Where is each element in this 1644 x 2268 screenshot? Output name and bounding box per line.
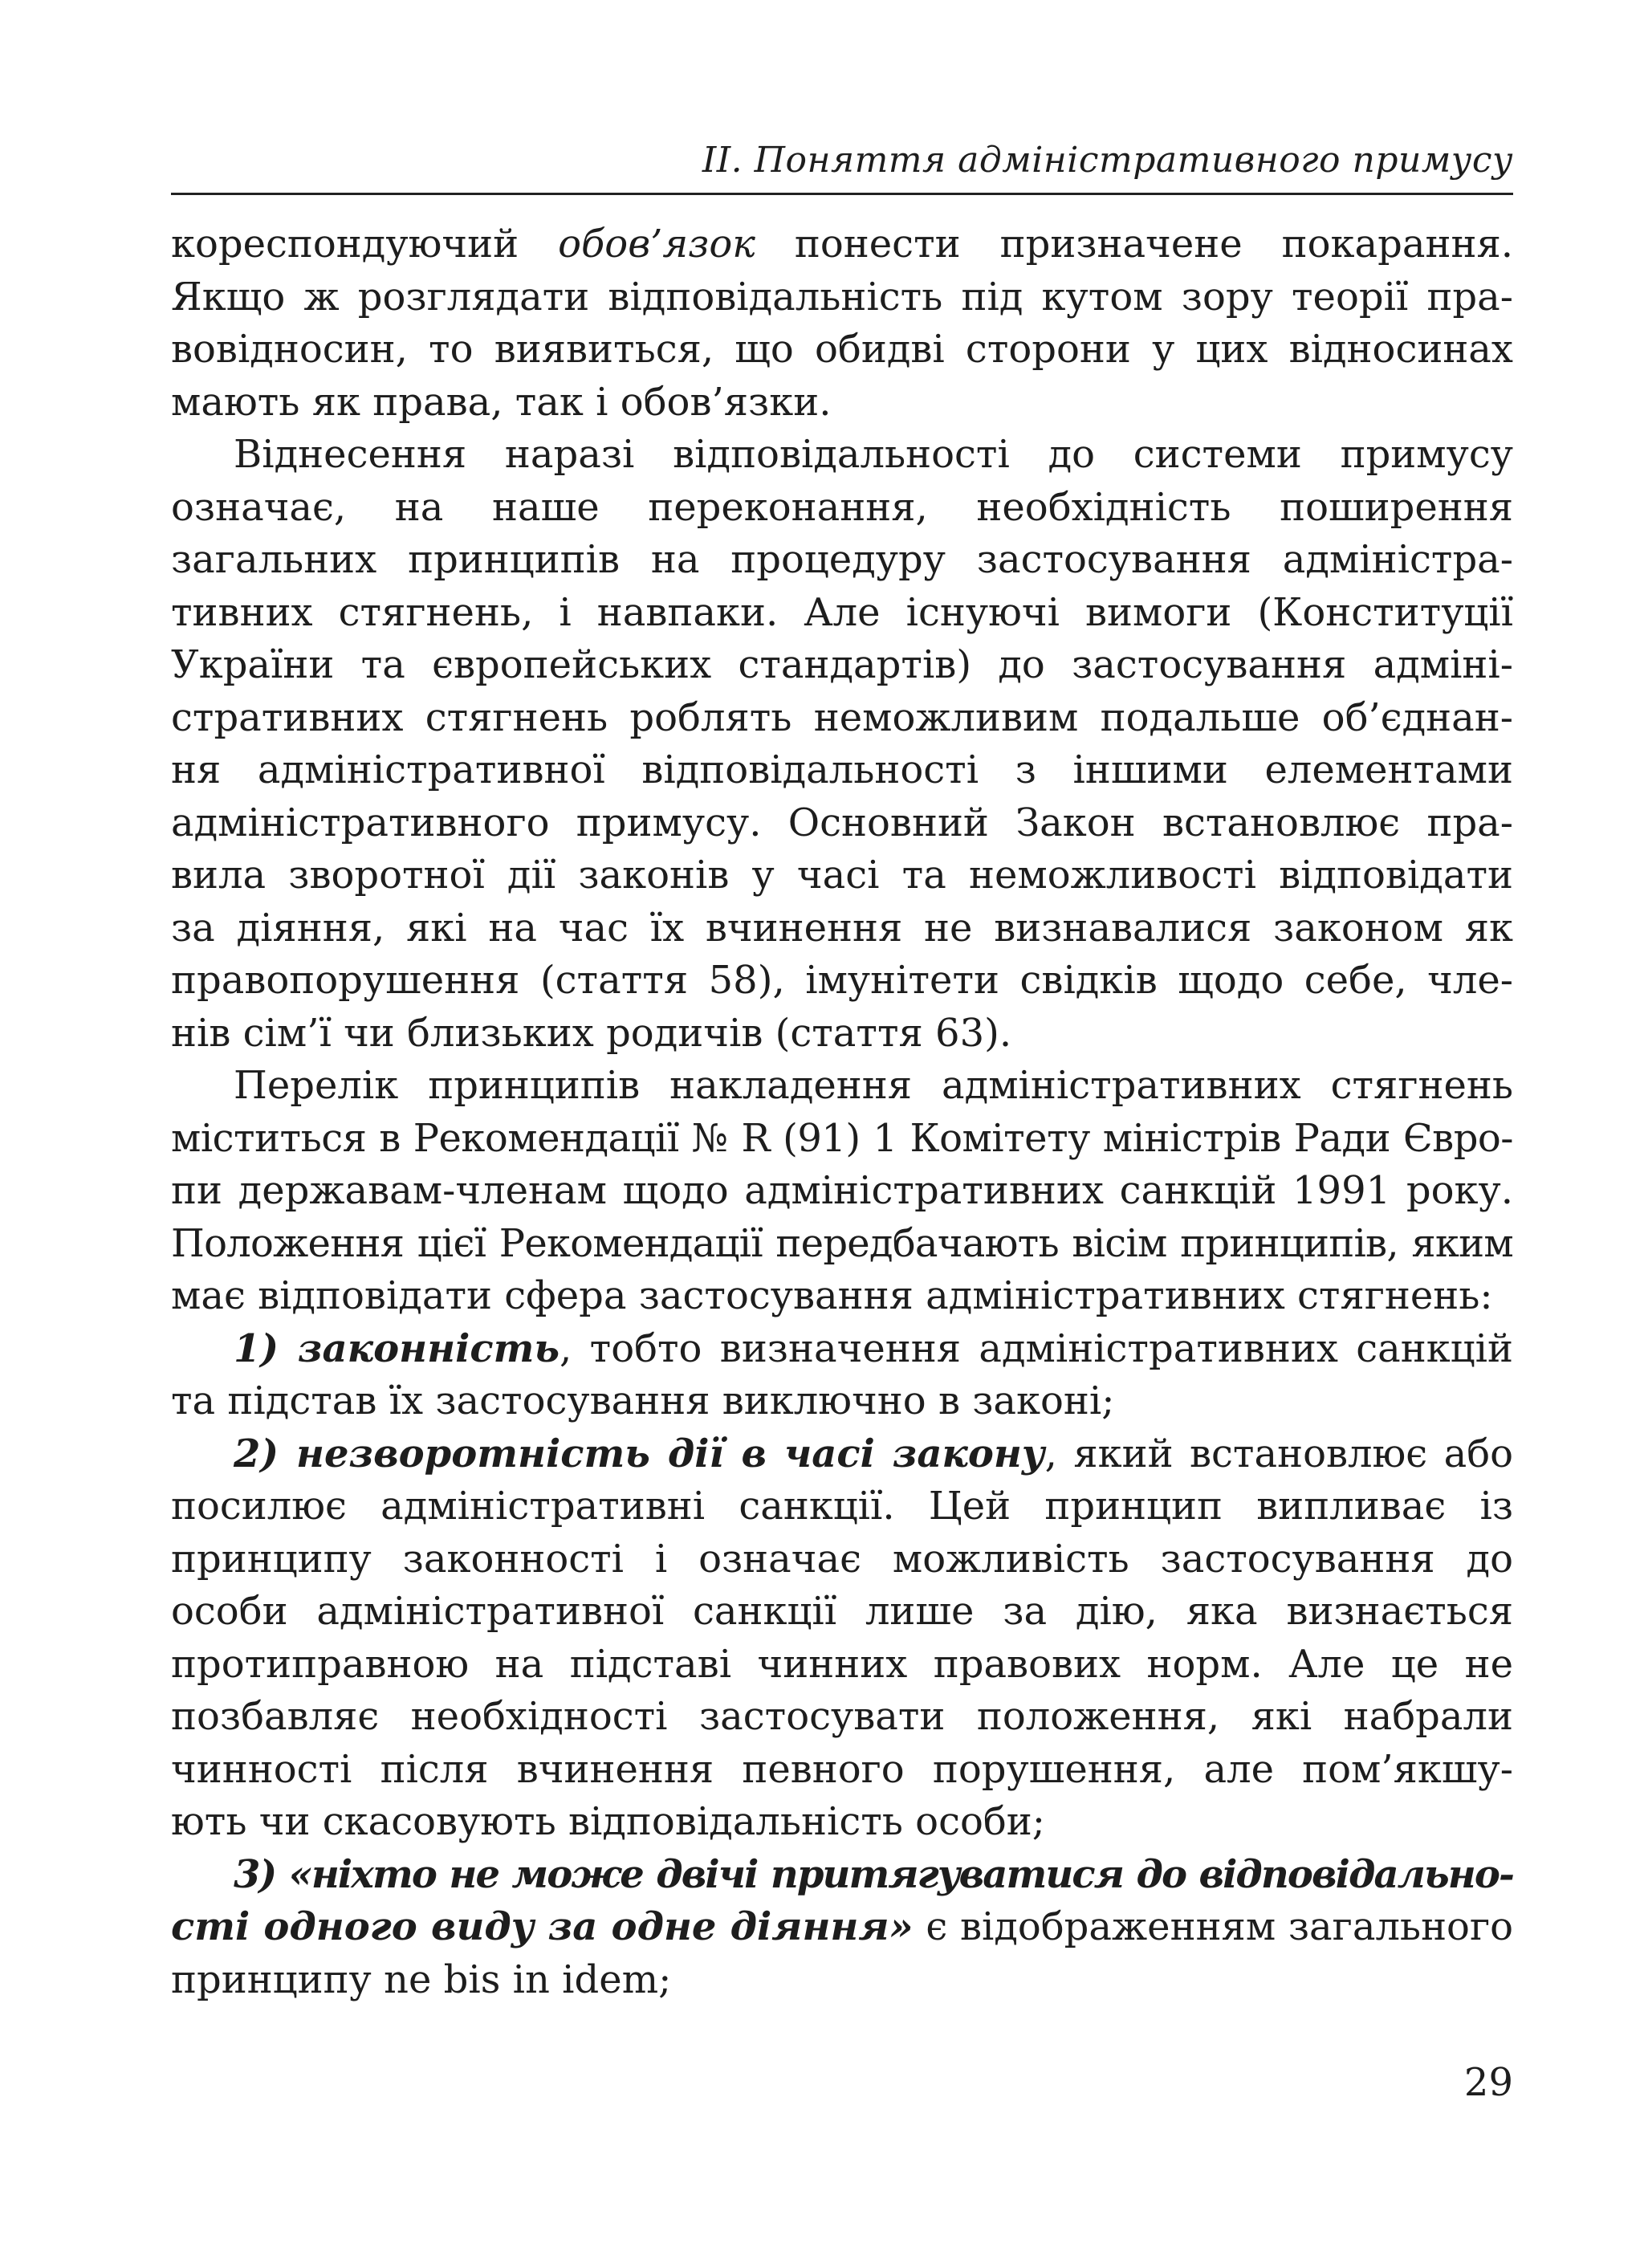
principle-1-term: 1) законність	[234, 1325, 560, 1371]
principle-3-term: 3) «ніхто не може двічі притягуватися до відповідально-	[234, 1851, 1513, 1897]
principle-3-line	[171, 1849, 1513, 1902]
text-line: вовідносин, то виявиться, що обидві сторони у цих відносинах	[171, 327, 1513, 372]
text-line: правопорушення (стаття 58), імунітети свідків щодо себе, чле-	[171, 958, 1513, 1003]
text-line: стративних стягнень роблять неможливим подальше об’єднан-	[171, 694, 1513, 740]
text-line: загальних принципів на процедуру застосування адміністра-	[171, 537, 1513, 582]
principle-2-term: 2) незворотність дії в часі закону	[234, 1431, 1045, 1476]
text-line: ня адміністративної відповідальності з іншими елементами	[171, 747, 1513, 792]
text-line: міститься в Рекомендації № R (91) 1 Комітету міністрів Ради Євро-	[171, 1115, 1513, 1161]
text-line: чинності після вчинення певного порушення, але пом’якшу-	[171, 1746, 1513, 1792]
text-line: та підстав їх застосування виключно в законі;	[171, 1378, 1115, 1423]
body-text	[171, 218, 1513, 2006]
principle-3-term-cont: сті одного виду за одне діяння»	[171, 1904, 914, 1949]
text-line: мають як права, так і обов’язки.	[171, 379, 832, 425]
paragraph-first-line: Перелік принципів накладення адміністративних стягнень	[234, 1063, 1513, 1108]
principle-2-line: 2) незворотність дії в часі закону, який встановлює або	[234, 1431, 1513, 1476]
text-line: позбавляє необхідності застосувати положення, які набрали	[171, 1694, 1513, 1739]
text-line: пи державам-членам щодо адміністративних санкцій 1991 року.	[171, 1168, 1513, 1213]
text-line: нів сім’ї чи близьких родичів (стаття 63).	[171, 1010, 1012, 1056]
text-line: посилює адміністративні санкції. Цей принцип випливає із	[171, 1484, 1513, 1529]
page-number: 29	[1463, 2060, 1513, 2105]
text-line: кореспондуючий обов’язок понести призначене покарання.	[171, 222, 1514, 267]
text-line: адміністративного примусу. Основний Закон встановлює пра-	[171, 800, 1513, 845]
principle-1-line: 1) законність, тобто визначення адміністративних санкцій	[234, 1325, 1514, 1371]
text-line: вила зворотної дії законів у часі та неможливості відповідати	[171, 853, 1513, 898]
text-line: тивних стягнень, і навпаки. Але існуючі вимоги (Конституції	[171, 589, 1513, 635]
text-line: Якщо ж розглядати відповідальність під кутом зору теорії пра-	[171, 274, 1513, 320]
text-line: Положення цієї Рекомендації передбачають вісім принципів, яким	[171, 1220, 1513, 1266]
text-line: протиправною на підставі чинних правових норм. Але це не	[171, 1641, 1513, 1687]
header-rule	[171, 193, 1513, 195]
text-line: означає, на наше переконання, необхідність поширення	[171, 484, 1513, 530]
paragraph-first-line: Віднесення наразі відповідальності до системи примусу	[234, 432, 1513, 477]
text-line: принципу законності і означає можливість застосування до	[171, 1536, 1513, 1582]
text-line: за діяння, які на час їх вчинення не визнавалися законом як	[171, 905, 1513, 951]
text-line: особи адміністративної санкції лише за дію, яка визнається	[171, 1589, 1513, 1634]
text-line: України та європейських стандартів) до застосування адміні-	[171, 642, 1513, 687]
text-line: має відповідати сфера застосування адміністративних стягнень:	[171, 1273, 1493, 1318]
emphasis-text: обов’язок	[558, 222, 755, 267]
text-line: сті одного виду за одне діяння» є відображенням загального	[171, 1904, 1514, 1949]
text-line: принципу ne bis in idem;	[171, 1957, 672, 2002]
text-line: ють чи скасовують відповідальність особи;	[171, 1799, 1045, 1844]
running-header: II. Поняття адміністративного примусу	[702, 140, 1513, 181]
